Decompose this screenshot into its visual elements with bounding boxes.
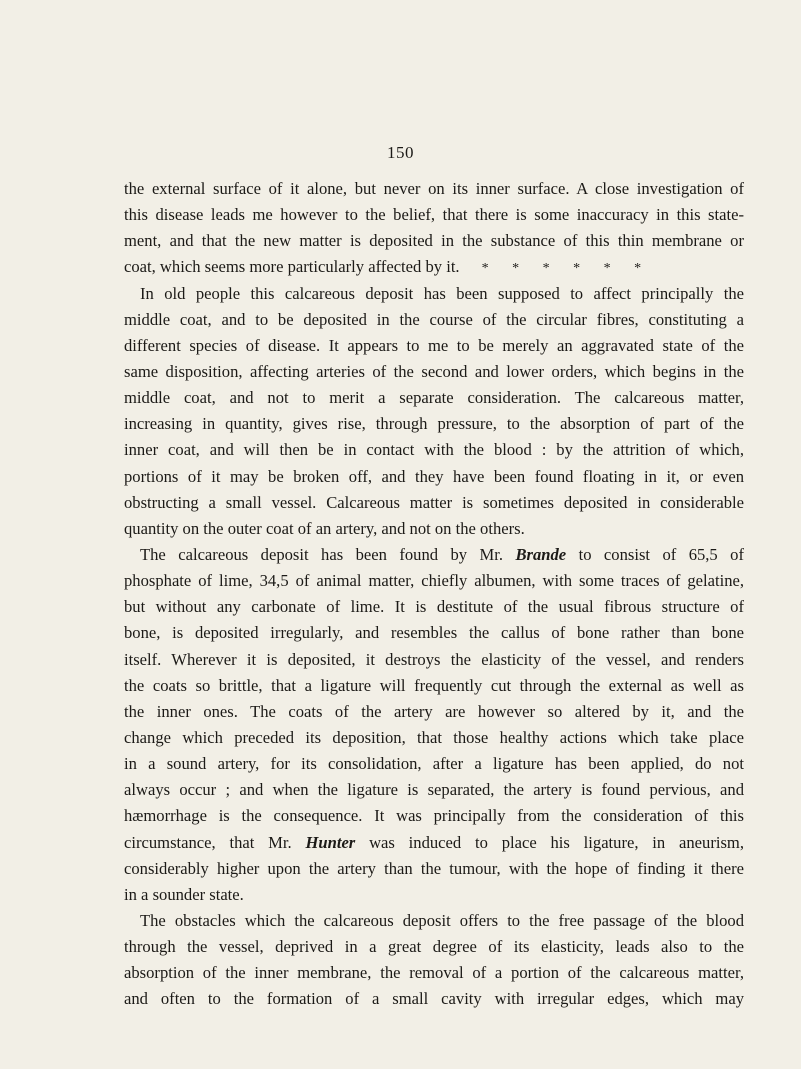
text-line <box>124 568 744 594</box>
text-line <box>124 673 744 699</box>
text-segment: different species of disease. It appears to me to be merely an aggravated state of the <box>124 335 744 355</box>
body-text <box>124 176 744 1013</box>
text-line <box>124 464 744 490</box>
text-line <box>124 437 744 463</box>
text-segment: obstructing a small vessel. Calcareous matter is sometimes deposited in considerable <box>124 492 744 512</box>
text-line <box>124 620 744 646</box>
text-line <box>124 777 744 803</box>
text-line <box>124 856 744 882</box>
text-line <box>124 359 744 385</box>
text-line <box>124 228 744 254</box>
text-line <box>124 830 744 856</box>
text-line <box>124 934 744 960</box>
text-segment: ment, and that the new matter is deposited in the substance of this thin membrane or <box>124 231 744 251</box>
text-segment: circumstance, that Mr. <box>124 832 306 852</box>
text-segment: The calcareous deposit has been found by Mr. <box>140 544 516 564</box>
text-segment: in a sound artery, for its consolidation, after a ligature has been applied, do not <box>124 754 744 774</box>
text-segment: quantity on the outer coat of an artery, and not on the others. <box>124 518 525 538</box>
text-segment: but without any carbonate of lime. It is destitute of the usual fibrous structure of <box>124 597 744 617</box>
text-line <box>124 516 744 542</box>
text-segment: coat, which seems more particularly affected by it. <box>124 257 460 277</box>
text-segment: inner coat, and will then be in contact with the blood : by the attrition of which, <box>124 440 744 460</box>
text-line <box>124 594 744 620</box>
text-segment: In old people this calcareous deposit has been supposed to affect principally the <box>140 283 744 303</box>
text-segment: change which preceded its deposition, that those healthy actions which take place <box>124 727 744 747</box>
text-segment: increasing in quantity, gives rise, through pressure, to the absorption of part of the <box>124 414 744 434</box>
text-segment: and often to the formation of a small cavity with irregular edges, which may <box>124 989 744 1009</box>
text-segment: The obstacles which the calcareous deposit offers to the free passage of the blood <box>140 910 744 930</box>
text-segment: this disease leads me however to the belief, that there is some inaccuracy in this state- <box>124 205 744 225</box>
text-line <box>124 333 744 359</box>
text-segment: considerably higher upon the artery than the tumour, with the hope of finding it there <box>124 858 744 878</box>
text-segment: was induced to place his ligature, in aneurism, <box>355 832 744 852</box>
text-line <box>124 411 744 437</box>
text-line <box>124 986 744 1012</box>
text-line <box>124 751 744 777</box>
text-line <box>124 254 744 280</box>
text-line <box>124 385 744 411</box>
text-segment: middle coat, and to be deposited in the course of the circular fibres, constituting a <box>124 309 744 329</box>
text-line <box>124 490 744 516</box>
text-line <box>124 882 744 908</box>
proper-name: Brande <box>515 544 567 564</box>
page-number: 150 <box>387 143 414 162</box>
proper-name: Hunter <box>305 832 356 852</box>
text-line <box>124 960 744 986</box>
text-line <box>124 542 744 568</box>
text-line <box>124 307 744 333</box>
text-segment: hæmorrhage is the consequence. It was principally from the consideration of this <box>124 806 744 826</box>
text-line <box>124 202 744 228</box>
text-line <box>124 908 744 934</box>
asterism: * * * * * * <box>481 261 642 277</box>
text-segment: the external surface of it alone, but never on its inner surface. A close investigation of <box>124 179 744 198</box>
text-segment: through the vessel, deprived in a great degree of its elasticity, leads also to the <box>124 937 744 957</box>
text-segment: absorption of the inner membrane, the removal of a portion of the calcareous matter, <box>124 963 744 983</box>
text-line <box>124 647 744 673</box>
text-segment: phosphate of lime, 34,5 of animal matter, chiefly albumen, with some traces of gelatine, <box>124 571 744 591</box>
text-line <box>124 699 744 725</box>
text-line <box>124 176 744 202</box>
text-segment: to consist of 65,5 of <box>566 544 744 564</box>
text-line <box>124 725 744 751</box>
text-segment: the inner ones. The coats of the artery are however so altered by it, and the <box>124 701 744 721</box>
text-segment: itself. Wherever it is deposited, it destroys the elasticity of the vessel, and renders <box>124 649 744 669</box>
text-segment: same disposition, affecting arteries of the second and lower orders, which begins in the <box>124 361 744 381</box>
text-line <box>124 803 744 829</box>
text-segment: portions of it may be broken off, and they have been found floating in it, or even <box>124 466 744 486</box>
text-segment: bone, is deposited irregularly, and resembles the callus of bone rather than bone <box>124 623 744 643</box>
text-segment: in a sounder state. <box>124 884 244 904</box>
text-line <box>124 281 744 307</box>
text-segment: always occur ; and when the ligature is separated, the artery is found pervious, and <box>124 780 744 800</box>
text-segment: middle coat, and not to merit a separate consideration. The calcareous matter, <box>124 388 744 408</box>
text-segment: the coats so brittle, that a ligature will frequently cut through the external as well as <box>124 675 744 695</box>
